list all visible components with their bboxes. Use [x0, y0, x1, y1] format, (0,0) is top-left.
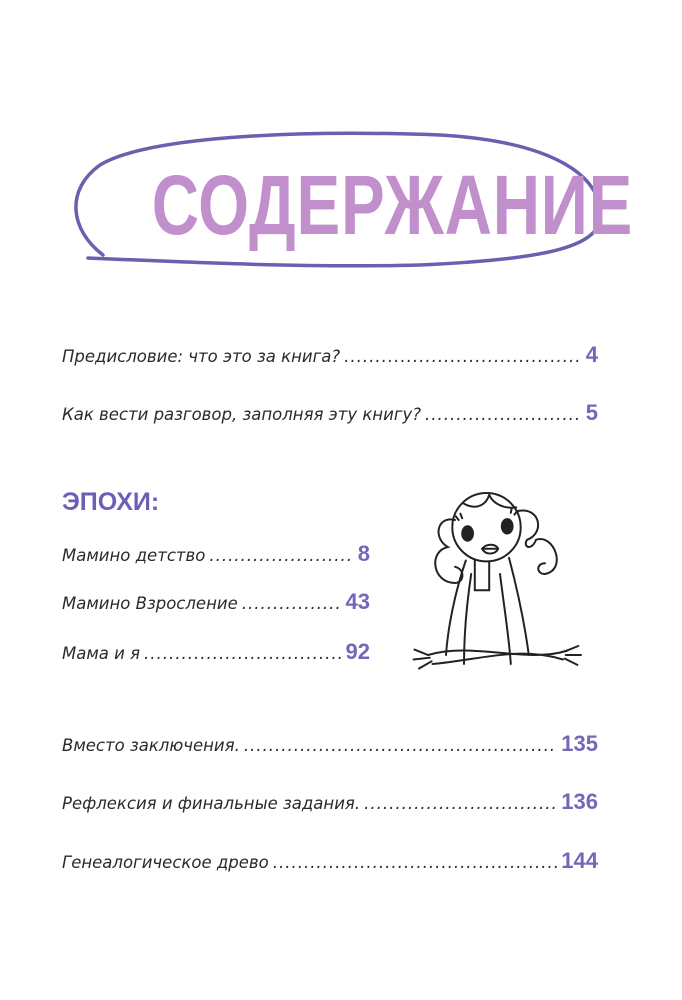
toc-entry-label: Мамино Взросление — [62, 594, 238, 613]
toc-entry[interactable] — [62, 400, 598, 426]
leader-dots — [273, 853, 558, 872]
toc-entry-label: Генеалогическое древо — [62, 853, 269, 872]
leader-dots — [344, 347, 582, 366]
toc-entry-label: Как вести разговор, заполняя эту книгу? — [62, 405, 422, 424]
leader-dots — [244, 736, 557, 755]
toc-entry-label: Мамино детство — [62, 546, 206, 565]
toc-entry-page: 144 — [561, 848, 598, 873]
leader-dots — [209, 546, 353, 565]
toc-entry-label: Мама и я — [62, 644, 141, 663]
toc-entry[interactable] — [62, 731, 598, 757]
leader-dots — [364, 794, 557, 813]
toc-entry-label: Вместо заключения. — [62, 736, 240, 755]
toc-entry-page: 135 — [561, 731, 598, 756]
toc-entry-label: Предисловие: что это за книга? — [62, 347, 341, 366]
toc-entry-label: Рефлексия и финальные задания. — [62, 794, 361, 813]
toc-entry[interactable] — [62, 342, 598, 368]
toc-entry[interactable] — [62, 848, 598, 874]
toc-entry[interactable] — [62, 541, 370, 567]
toc-entry-page: 92 — [345, 639, 370, 664]
toc-entry-page: 4 — [585, 342, 598, 367]
toc-entry[interactable] — [62, 589, 370, 615]
leader-dots — [425, 405, 582, 424]
toc-entry-page: 8 — [357, 541, 370, 566]
toc-entry[interactable] — [62, 639, 370, 665]
epochs-heading: ЭПОХИ: — [62, 488, 160, 516]
toc-entry-page: 5 — [585, 400, 598, 425]
toc-entry-page: 136 — [561, 789, 598, 814]
girl-illustration — [410, 478, 590, 688]
page-title: СОДЕРЖАНИЕ — [151, 158, 634, 252]
toc-entry[interactable] — [62, 789, 598, 815]
toc-entry-page: 43 — [345, 589, 370, 614]
leader-dots — [242, 594, 342, 613]
leader-dots — [144, 644, 341, 663]
